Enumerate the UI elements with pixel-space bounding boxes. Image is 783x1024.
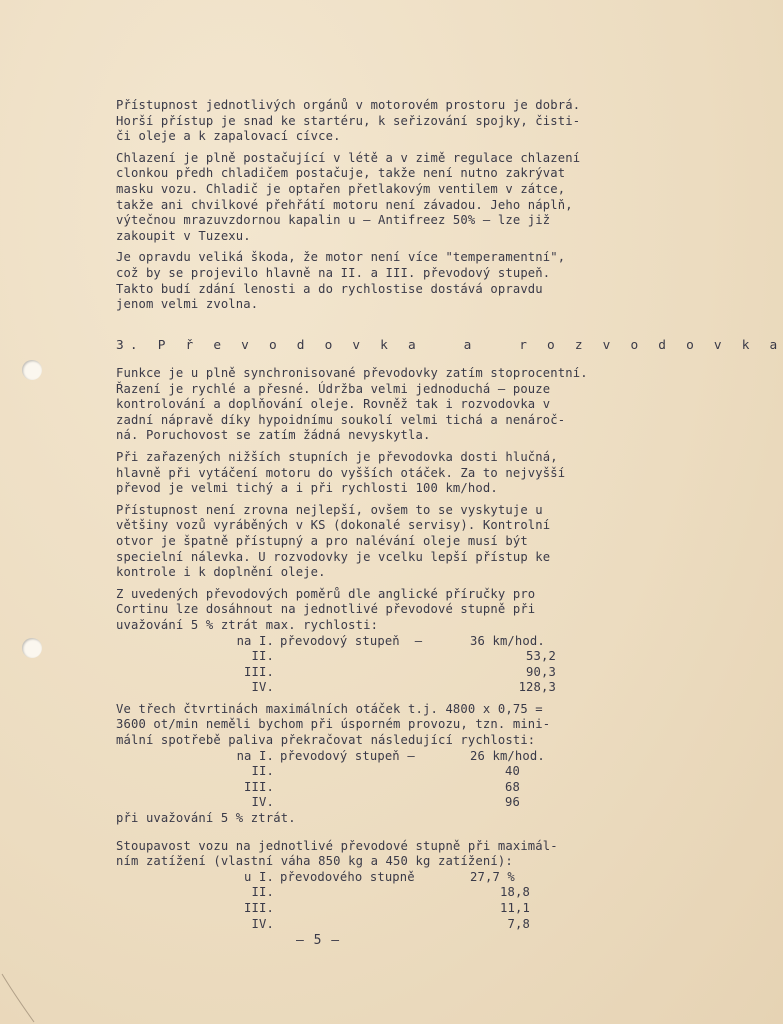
gear-cell: IV.: [251, 916, 274, 931]
text-line: 3600 ot/min neměli bychom při úsporném provozu, tzn. mini-: [116, 717, 551, 732]
main-text: [116, 366, 686, 938]
paragraph-accessibility: [116, 98, 686, 145]
text-line: výtečnou mrazuvzdornou kapalin u – Antifreez 50% – lze již: [116, 213, 551, 228]
paragraph-cooling: [116, 151, 686, 245]
text-line: mální spotřebě paliva překračovat následující rychlosti:: [116, 733, 536, 748]
value-cell: 36 km/hod.: [470, 633, 545, 648]
text-line: ná. Poruchovost se zatím žádná nevyskytla.: [116, 428, 431, 443]
table-row: [116, 634, 686, 650]
gear-cell: III.: [244, 664, 274, 679]
text-line: masku vozu. Chladič je optařen přetlakovým ventilem v zátce,: [116, 181, 566, 196]
economy-speed-table: [116, 749, 686, 811]
value-cell: 90,3: [526, 664, 556, 679]
table-row: [116, 885, 686, 901]
text-line: Takto budí zdání lenosti a do rychlostise dostává opravdu: [116, 281, 543, 296]
label-cell: [274, 901, 470, 917]
table-row: [116, 917, 686, 933]
text-line: při uvažování 5 % ztrát.: [116, 811, 296, 826]
gear-cell: u I.: [244, 869, 274, 884]
paragraph-ratios: [116, 587, 686, 634]
value-cell: 68: [505, 779, 520, 794]
table-row: [116, 901, 686, 917]
text-line: uvažování 5 % ztrát max. rychlosti:: [116, 617, 379, 632]
gear-cell: III.: [244, 779, 274, 794]
text-line: takže ani chvilkové přehřátí motoru není závadou. Jeho náplň,: [116, 197, 573, 212]
gear-cell: IV.: [251, 680, 274, 695]
text-line: otvor je špatně přístupný a pro nalévání oleje musí být: [116, 533, 528, 548]
page-number: – 5 –: [296, 933, 341, 948]
text-line: Funkce je u plně synchronisované převodovky zatím stoprocentní.: [116, 366, 588, 380]
text-line: ním zatížení (vlastní váha 850 kg a 450 kg zatížení):: [116, 854, 513, 869]
value-cell: 128,3: [518, 680, 556, 695]
text-line: většiny vozů vyráběných v KS (dokonalé servisy). Kontrolní: [116, 518, 551, 533]
text-line: zadní nápravě díky hypoidnímu soukolí velmi tichá a nenároč-: [116, 412, 566, 427]
table-row: [116, 649, 686, 665]
table-row: [116, 780, 686, 796]
gear-cell: II.: [251, 649, 274, 664]
text-line: Přístupnost jednotlivých orgánů v motorovém prostoru je dobrá.: [116, 98, 581, 112]
label-cell: [274, 665, 470, 681]
economy-note: [116, 811, 686, 827]
value-cell: 27,7 %: [470, 869, 515, 884]
value-cell: 7,8: [507, 916, 530, 931]
table-row: [116, 870, 686, 886]
table-row: [116, 749, 686, 765]
text-line: Horší přístup je snad ke startéru, k seřizování spojky, čisti-: [116, 113, 581, 128]
text-line: Řazení je rychlé a přesné. Údržba velmi jednoduchá – pouze: [116, 381, 551, 396]
label-cell: převodového stupně: [280, 869, 415, 884]
table-row: [116, 680, 686, 696]
gear-cell: na I.: [236, 748, 274, 763]
text-line: hlavně při vytáčení motoru do vyšších otáček. Za to nejvyšší: [116, 465, 566, 480]
gear-cell: IV.: [251, 795, 274, 810]
paragraph-climb: [116, 839, 686, 870]
gear-cell: III.: [244, 901, 274, 915]
paragraph-function: [116, 366, 686, 444]
text-line: zakoupit v Tuzexu.: [116, 228, 251, 243]
value-cell: 53,2: [526, 649, 556, 664]
text-line: Při zařazených nižších stupních je převodovka dosti hlučná,: [116, 449, 558, 464]
punch-hole-bottom: [22, 638, 42, 658]
text-line: Chlazení je plně postačující v létě a v zimě regulace chlazení: [116, 150, 581, 165]
paragraph-noise: [116, 450, 686, 497]
section-heading: 3. P ř e v o d o v k a a r o z v o d o v k a: [116, 338, 783, 353]
label-cell: [274, 885, 470, 901]
text-line: Přístupnost není zrovna nejlepší, ovšem to se vyskytuje u: [116, 502, 543, 517]
label-cell: převodový stupeň –: [280, 748, 415, 763]
climb-table: [116, 870, 686, 932]
label-cell: [274, 764, 470, 780]
top-text: [116, 98, 686, 319]
text-line: Z uvedených převodových poměrů dle anglické příručky pro: [116, 586, 536, 601]
value-cell: 26 km/hod.: [470, 748, 545, 763]
text-line: převod je velmi tichý a i při rychlosti 100 km/hod.: [116, 481, 498, 496]
gear-cell: na I.: [236, 633, 274, 648]
label-cell: [274, 917, 470, 933]
text-line: kontrole i k doplnění oleje.: [116, 565, 326, 580]
paragraph-economy: [116, 702, 686, 749]
value-cell: 11,1: [500, 901, 530, 915]
gear-cell: II.: [251, 885, 274, 900]
punch-hole-top: [22, 360, 42, 380]
table-row: [116, 795, 686, 811]
table-row: [116, 764, 686, 780]
max-speed-table: [116, 634, 686, 696]
label-cell: [274, 680, 470, 696]
label-cell: převodový stupeň –: [280, 633, 423, 648]
text-line: clonkou předh chladičem postačuje, takže není nutno zakrývat: [116, 166, 566, 181]
text-line: Je opravdu veliká škoda, že motor není více "temperamentní",: [116, 250, 566, 265]
text-line: jenom velmi zvolna.: [116, 297, 259, 312]
value-cell: 40: [505, 764, 520, 779]
table-row: [116, 665, 686, 681]
paper-crease-mark: [0, 964, 60, 1024]
gear-cell: II.: [251, 764, 274, 779]
text-line: Stoupavost vozu na jednotlivé převodové stupně při maximál-: [116, 838, 558, 853]
text-line: specielní nálevka. U rozvodovky je vcelku lepší přístup ke: [116, 549, 551, 564]
paragraph-temperament: [116, 250, 686, 312]
text-line: což by se projevilo hlavně na II. a III. převodový stupeň.: [116, 265, 551, 280]
paragraph-access: [116, 503, 686, 581]
label-cell: [274, 795, 470, 811]
label-cell: [274, 780, 470, 796]
value-cell: 18,8: [500, 885, 530, 900]
text-line: Cortinu lze dosáhnout na jednotlivé převodové stupně při: [116, 602, 536, 617]
value-cell: 96: [505, 795, 520, 810]
text-line: Ve třech čtvrtinách maximálních otáček t.j. 4800 x 0,75 =: [116, 701, 543, 716]
label-cell: [274, 649, 470, 665]
text-line: kontrolování a doplňování oleje. Rovněž tak i rozvodovka v: [116, 397, 551, 412]
text-line: či oleje a k zapalovací cívce.: [116, 129, 341, 144]
